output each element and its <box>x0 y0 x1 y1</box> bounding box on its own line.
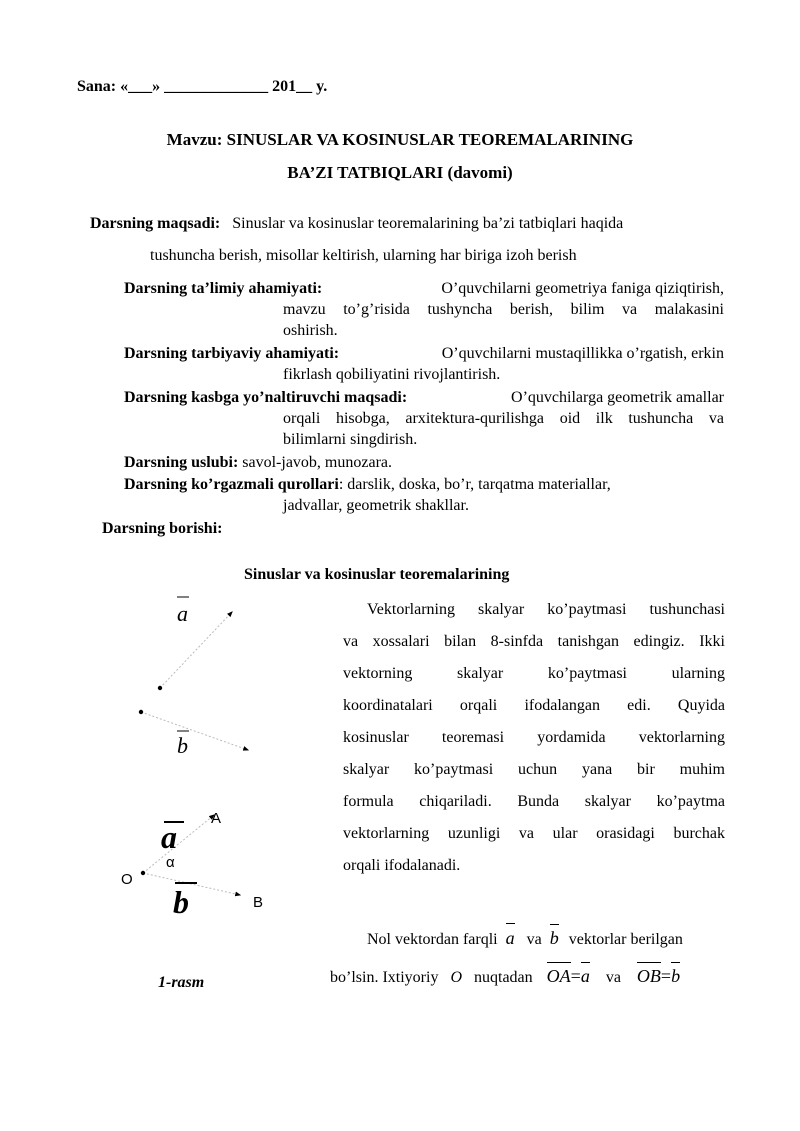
p1-line-7: formula chiqariladi. Bunda skalyar ko’paytma <box>343 793 725 810</box>
vocational-label: Darsning kasbga yo’naltiruvchi maqsadi: <box>124 389 408 406</box>
vector-a-symbol: a <box>505 928 515 948</box>
equals-2: = <box>660 966 672 986</box>
p1-line-4: koordinatalari orqali ifodalangan edi. Quyida <box>343 697 725 714</box>
oa-vector <box>547 966 571 986</box>
tools-text-1: : darslik, doska, bo’r, tarqatma materiallar, <box>338 476 611 493</box>
point-o-inline: O <box>450 969 462 986</box>
tools-label: Darsning ko’rgazmali qurollari <box>124 476 339 493</box>
ob-vector <box>637 966 661 986</box>
goal-text-2: tushuncha berish, misollar keltirish, ularning har biriga izoh berish <box>150 247 577 264</box>
p2-text-3: bo’lsin. Ixtiyoriy <box>330 969 439 986</box>
tools-row <box>124 476 611 494</box>
p2-and-1: va <box>526 931 542 948</box>
p1-line-2: va xossalari bilan 8-sinfda tanishgan edingiz. Ikki <box>343 633 725 650</box>
topic-line-2: BA’ZI TATBIQLARI (davomi) <box>287 163 513 182</box>
educational-label: Darsning ta’limiy ahamiyati: <box>124 280 323 297</box>
topic-line-1: Mavzu: SINUSLAR VA KOSINUSLAR TEOREMALARINING <box>166 130 634 149</box>
p2-line-2 <box>330 966 680 987</box>
overline-mark <box>550 924 559 925</box>
p1-line-6: skalyar ko’paytmasi uchun yana bir muhim <box>343 761 725 778</box>
b-vector-2 <box>671 966 680 986</box>
p2-line-1 <box>367 928 683 949</box>
date-line: Sana: «___» _____________ 201__ y. <box>77 78 328 95</box>
p2-text-4: nuqtadan <box>474 969 533 986</box>
overline-mark <box>637 962 661 963</box>
overline-mark <box>506 923 515 924</box>
point-o-dot <box>141 871 145 875</box>
progress-label: Darsning borishi: <box>102 520 223 537</box>
vocational-text-3: bilimlarni singdirish. <box>283 431 418 448</box>
vocational-text-2: orqali hisobga, arxitektura-qurilishga oid ilk tushuncha va <box>283 410 724 427</box>
b2-symbol: b <box>671 966 681 986</box>
p1-line-5: kosinuslar teoremasi yordamida vektorlarning <box>343 729 725 746</box>
a2-symbol: a <box>580 966 590 986</box>
equals-1: = <box>570 966 581 986</box>
vector-b-symbol: b <box>549 928 559 948</box>
educational-text-1: O’quvchilarni geometriya faniga qiziqtirish, <box>441 280 724 297</box>
p1-line-9: orqali ifodalanadi. <box>343 857 461 874</box>
vector-a-inline <box>506 928 515 948</box>
point-a-label: A <box>211 810 222 827</box>
figure-caption: 1-rasm <box>158 974 205 991</box>
vector-a-start-dot <box>158 686 162 690</box>
vector-b-line <box>141 712 248 750</box>
educational-text-3: oshirish. <box>283 322 338 339</box>
upbringing-text-1: O’quvchilarni mustaqillikka o’rgatish, erkin <box>441 345 724 362</box>
method-row <box>124 454 392 472</box>
vector-b-label: b <box>177 733 188 758</box>
paragraph-1 <box>343 594 725 882</box>
vocational-row <box>124 389 724 407</box>
ob-symbol: OB <box>636 966 661 986</box>
big-b-label: b <box>173 884 189 920</box>
goal-label: Darsning maqsadi: <box>90 215 221 232</box>
method-label: Darsning uslubi: <box>124 454 239 471</box>
angle-alpha-label: α <box>166 854 175 871</box>
p2-text-1: Nol vektordan farqli <box>367 931 498 948</box>
vector-oa-line <box>143 815 214 873</box>
overline-mark <box>581 962 590 963</box>
p1-line-8: vektorlarning uzunligi va ular orasidagi burchak <box>343 825 725 842</box>
tools-text-2: jadvallar, geometrik shakllar. <box>283 497 469 514</box>
method-text: savol-javob, munozara. <box>242 454 392 471</box>
a-vector-2 <box>581 966 590 986</box>
vector-a-line <box>160 612 232 688</box>
point-o-label: O <box>121 871 133 888</box>
p1-line-1: Vektorlarning skalyar ko’paytmasi tushunchasi <box>367 601 725 618</box>
p2-text-2: vektorlar berilgan <box>568 931 683 948</box>
point-b-label: B <box>253 894 264 911</box>
educational-text-2: mavzu to’g’risida tushyncha berish, bilim va malakasini <box>283 301 724 318</box>
section-title: Sinuslar va kosinuslar teoremalarining <box>244 566 510 583</box>
goal-row <box>90 215 623 233</box>
vector-b-diagram <box>139 710 248 758</box>
vocational-text-1: O’quvchilarga geometrik amallar <box>511 389 724 406</box>
p1-line-3: vektorning skalyar ko’paytmasi ularning <box>343 665 725 682</box>
figure-vectors <box>100 590 300 930</box>
upbringing-row <box>124 345 724 363</box>
big-a-label: a <box>161 819 177 855</box>
vector-a-diagram <box>158 597 232 690</box>
vector-b-start-dot <box>139 710 143 714</box>
educational-row <box>124 280 724 298</box>
upbringing-text-2: fikrlash qobiliyatini rivojlantirish. <box>283 366 501 383</box>
upbringing-label: Darsning tarbiyaviy ahamiyati: <box>124 345 340 362</box>
vector-a-label: a <box>177 601 188 626</box>
goal-text-1: Sinuslar va kosinuslar teoremalarining ba’zi tatbiqlari haqida <box>232 215 624 232</box>
angle-diagram <box>121 810 263 920</box>
p2-and-2: va <box>605 969 621 986</box>
vector-b-inline <box>550 928 559 948</box>
overline-mark <box>547 962 571 963</box>
overline-mark <box>671 962 680 963</box>
oa-symbol: OA <box>546 966 571 986</box>
